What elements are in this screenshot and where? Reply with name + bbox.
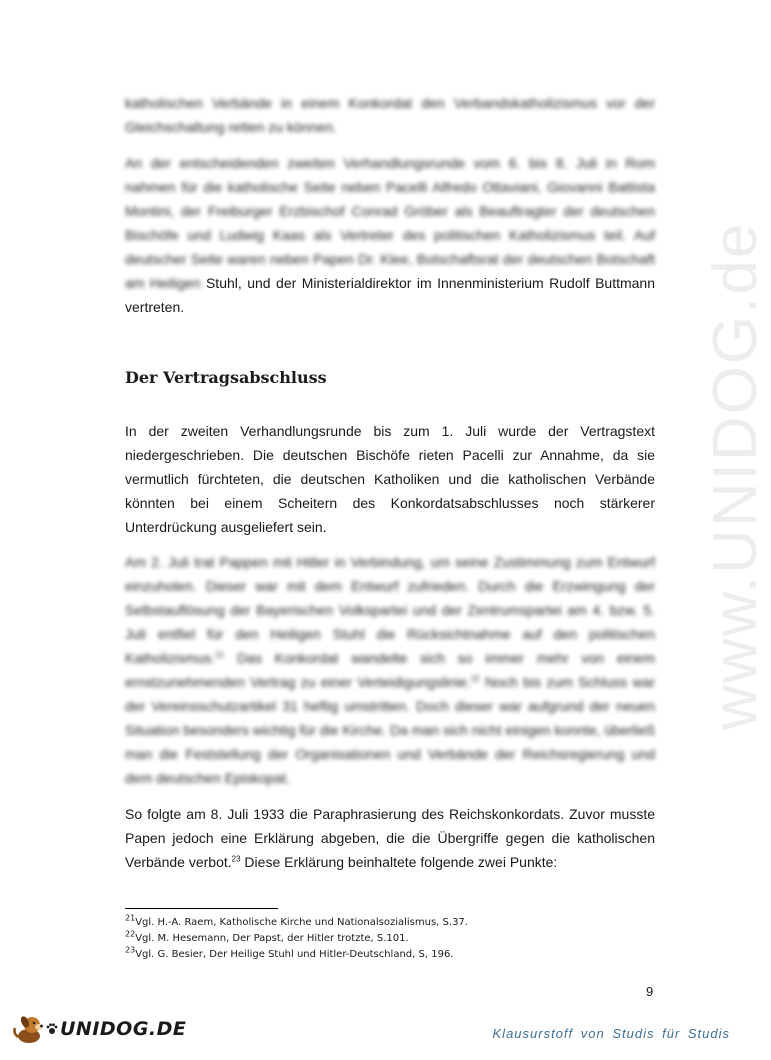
logo-text: UNIDOG.DE [60, 1018, 187, 1040]
paragraph-3: In der zweiten Verhandlungsrunde bis zum 1. Juli wurde der Vertragstext niedergeschrieben. Die deutschen Bischöfe rieten Pacelli zur Annahme, da sie vermutlich fürchteten, die deutschen Katholiken und die katholischen Verbände könnten bei einem Scheitern des Konkordatsabschlusses noch stärkerer Unterdrückung ausgeliefert sein. [125, 423, 655, 535]
footnote-text: Vgl. H.-A. Raem, Katholische Kirche und Nationalsozialismus, S.37. [135, 917, 468, 928]
footnote-number: 23 [125, 945, 136, 955]
paragraph-5-text-b: Diese Erklärung beinhaltete folgende zwei Punkte: [240, 854, 558, 870]
footnote-text: Vgl. G. Besier, Der Heilige Stuhl und Hitler-Deutschland, S, 196. [135, 949, 454, 960]
paragraph-2-clear-part: Stuhl, und der Ministerialdirektor im Innenministerium Rudolf Buttmann vertreten. [125, 275, 655, 315]
footnote-number: 21 [125, 913, 136, 923]
dog-mascot-icon [12, 1013, 46, 1045]
paragraph-2-blurred-part: An der entscheidenden zweiten Verhandlungsrunde vom 6. bis 8. Juli in Rom nahmen für die katholische Seite neben Pacelli Alfredo Ottaviani, Giovanni Battista Montini, der Freiburger Erzbischof Conrad Gröber als Beauftragter der deutschen Bischöfe und Ludwig Kaas als Vertreter des politischen Katholizismus teil. Auf deutscher Seite waren neben Papen Dr. Klee, Botschaftsrat der deutschen Botschaft am Heiligen [125, 155, 655, 291]
paragraph-4-text-b: Das Konkordat wandelte sich so immer mehr von einem ernstzunehmenden Vertrag zu einer Verteidigungslinie. [125, 650, 655, 690]
paragraph-5 [125, 802, 655, 874]
footnote-separator [125, 908, 278, 909]
paragraph-blurred-1: katholischen Verbände in einem Konkordat den Verbandskatholizismus vor der Gleichschaltung retten zu können. [125, 95, 655, 135]
section-heading: Der Vertragsabschluss [125, 368, 327, 387]
footnote-23 [125, 945, 685, 962]
paragraph-4-text-a: Am 2. Juli trat Pappen mit Hitler in Verbindung, um seine Zustimmung zum Entwurf einzuholen. Dieser war mit dem Entwurf zufrieden. Durch die Erzwingung der Selbstauflösung der Bayerischen Volkspartei und der Zentrumspartei am 4. bzw. 5. Juli entfiel für den Heiligen Stuhl die Rücksichtnahme auf den politischen Katholizismus. [125, 554, 655, 666]
slogan: Klausurstoff von Studis für Studis [492, 1026, 730, 1041]
footnote-22 [125, 929, 685, 946]
paw-icon [46, 1023, 58, 1035]
paragraph-blurred-4 [125, 550, 655, 790]
unidog-logo [12, 1012, 186, 1046]
footnote-number: 22 [125, 929, 136, 939]
page-number: 9 [646, 984, 654, 999]
footnote-ref-23: 23 [231, 854, 241, 864]
footnote-text: Vgl. M. Hesemann, Der Papst, der Hitler trotzte, S.101. [135, 933, 409, 944]
paragraph-5-text-a: So folgte am 8. Juli 1933 die Paraphrasierung des Reichskonkordats. Zuvor musste Papen jedoch eine Erklärung abgeben, die die Übergriffe gegen die katholischen Verbände verbot. [125, 806, 655, 870]
watermark: www.UNIDOG.de [701, 221, 770, 730]
footnote-21 [125, 913, 685, 930]
footnote-ref-22: 22 [470, 674, 480, 684]
footnote-ref-21: 21 [215, 650, 225, 660]
paragraph-2 [125, 151, 655, 319]
paragraph-4-text-c: Noch bis zum Schluss war der Vereinsschutzartikel 31 heftig umstritten. Doch dieser war aufgrund der neuen Situation besonders wichtig für die Kirche. Da man sich nicht einigen konnte, überließ man die Feststellung der Organisationen und Verbände der Reichsregierung und dem deutschen Episkopat. [125, 674, 655, 786]
